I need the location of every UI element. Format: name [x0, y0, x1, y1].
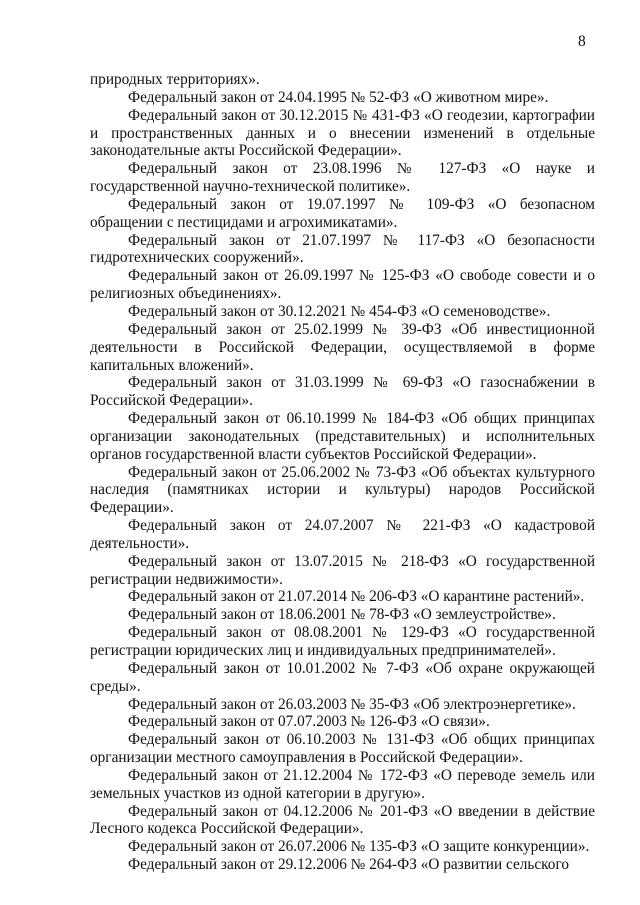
law-item-competition: Федеральный закон от 26.07.2006 № 135-ФЗ «О защите конкуренции».: [128, 838, 590, 856]
law-item-forest-code: Федеральный закон от 04.12.2006 № 201-ФЗ «О введении в действие Лесного кодекса Российской Федерации».: [90, 802, 595, 838]
law-item-local-self-government: Федеральный закон от 06.10.2003 № 131-ФЗ «Об общих принципах организации местного самоуправления в Российской Федерации».: [90, 731, 595, 767]
law-item-plant-quarantine: Федеральный закон от 21.07.2014 № 206-ФЗ «О карантине растений».: [128, 588, 585, 606]
paragraph-continuation: природных территориях».: [90, 71, 260, 88]
law-item-hydrotechnical: Федеральный закон от 21.07.1997 № 117-ФЗ «О безопасности гидротехнических сооружений».: [90, 231, 595, 267]
law-item-pesticides: Федеральный закон от 19.07.1997 № 109-ФЗ «О безопасном обращении с пестицидами и агрохимикатами».: [90, 195, 595, 231]
law-item-environment-protection: Федеральный закон от 10.01.2002 № 7-ФЗ «Об охране окружающей среды».: [90, 659, 595, 695]
law-item-electric-power: Федеральный закон от 26.03.2003 № 35-ФЗ «Об электроэнергетике».: [128, 695, 576, 713]
law-item-freedom-of-conscience: Федеральный закон от 26.09.1997 № 125-ФЗ «О свободе совести и о религиозных объединениях».: [90, 267, 595, 303]
law-item-seed-production: Федеральный закон от 30.12.2021 № 454-ФЗ «О семеноводстве».: [128, 302, 551, 320]
law-item-geodesy: Федеральный закон от 30.12.2015 № 431-ФЗ «О геодезии, картографии и пространственных данных и о внесении изменений в отдельные законодательные акты Российской Федерации».: [90, 106, 595, 160]
law-item-science: Федеральный закон от 23.08.1996 № 127-ФЗ «О науке и государственной научно-технической политике».: [90, 160, 595, 196]
law-item-land-management: Федеральный закон от 18.06.2001 № 78-ФЗ «О землеустройстве».: [128, 606, 556, 624]
document-body: [90, 71, 595, 874]
page-number: 8: [578, 33, 586, 50]
law-item-animal-world: Федеральный закон от 24.04.1995 № 52-ФЗ «О животном мире».: [128, 88, 549, 106]
law-item-regional-authorities: Федеральный закон от 06.10.1999 № 184-ФЗ «Об общих принципах организации законодательных (представительных) и исполнительных органов государственной власти субъектов Российской Федерации».: [90, 410, 595, 463]
law-item-gas-supply: Федеральный закон от 31.03.1999 № 69-ФЗ «О газоснабжении в Российской Федерации».: [90, 374, 595, 410]
law-item-investment: Федеральный закон от 25.02.1999 № 39-ФЗ «Об инвестиционной деятельности в Российской Федерации, осуществляемой в форме капитальных вложений».: [90, 320, 595, 374]
law-item-land-category-transfer: Федеральный закон от 21.12.2004 № 172-ФЗ «О переводе земель или земельных участков из одной категории в другую».: [90, 766, 595, 802]
law-item-cadastral: Федеральный закон от 24.07.2007 № 221-ФЗ «О кадастровой деятельности».: [90, 517, 595, 552]
law-item-agriculture-development: Федеральный закон от 29.12.2006 № 264-ФЗ «О развитии сельского: [128, 856, 569, 874]
law-item-communications: Федеральный закон от 07.07.2003 № 126-ФЗ «О связи».: [128, 713, 490, 731]
law-item-real-estate-registration: Федеральный закон от 13.07.2015 № 218-ФЗ «О государственной регистрации недвижимости».: [90, 552, 595, 588]
law-item-cultural-heritage: Федеральный закон от 25.06.2002 № 73-ФЗ «Об объектах культурного наследия (памятниках истории и культуры) народов Российской Федерации».: [90, 463, 595, 517]
law-item-legal-entities-registration: Федеральный закон от 08.08.2001 № 129-ФЗ «О государственной регистрации юридических лиц и индивидуальных предпринимателей».: [90, 624, 595, 659]
